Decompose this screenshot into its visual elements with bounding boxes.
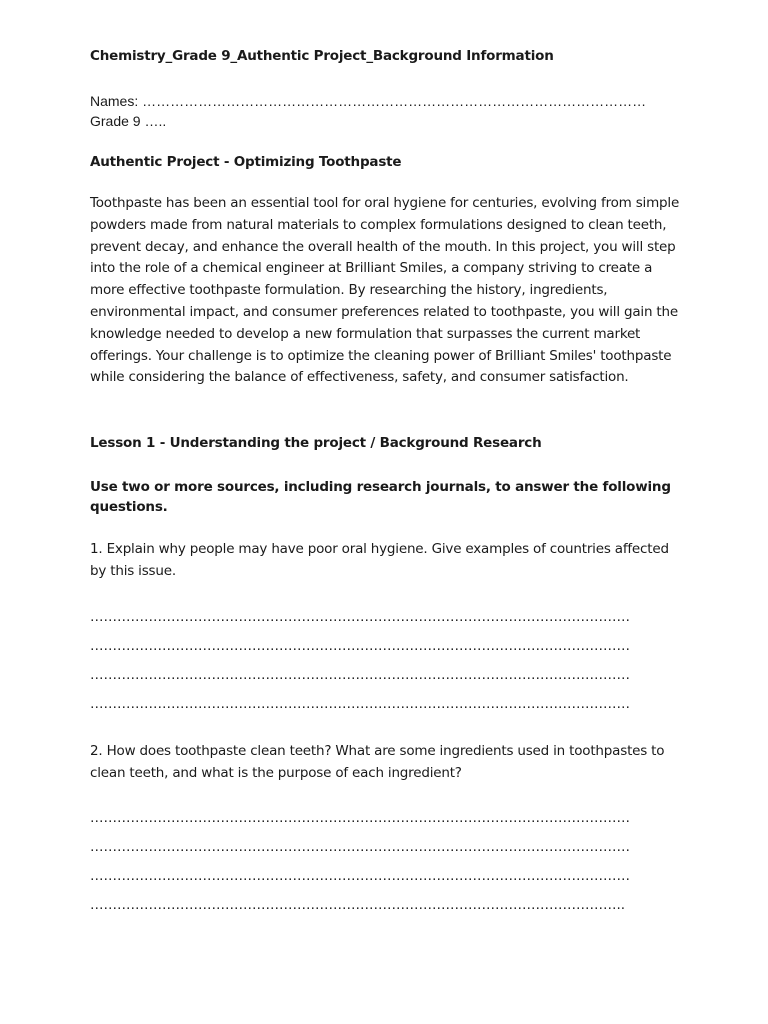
answer-line: ………………………………………………………………………………………………………… [90, 695, 630, 712]
intro-paragraph: Toothpaste has been an essential tool for oral hygiene for centuries, evolving from simple powders made from natural materials to complex formulations designed to clean teeth, prevent decay, and enhance the overall health of the mouth. In this project, you will step into the role of a chemical engineer at Brilliant Smiles, a company striving to create a more effective toothpaste formulation. By researching the history, ingredients, environmental impact, and consumer preferences related to toothpaste, you will gain the knowledge needed to develop a new formulation that surpasses the current market offerings. Your challenge is to optimize the cleaning power of Brilliant Smiles' toothpaste while considering the balance of effectiveness, safety, and consumer satisfaction. [90, 195, 680, 386]
document-page [90, 46, 680, 920]
answer-line: ………………………………………………………………………………………………………… [90, 810, 630, 827]
document-title: Chemistry_Grade 9_Authentic Project_Background Information [90, 48, 554, 64]
answer-lines [90, 603, 680, 719]
answer-line: ………………………………………………………………………………………………………… [90, 666, 630, 683]
answer-lines [90, 804, 680, 920]
question-1 [90, 539, 680, 719]
question-text: 2. How does toothpaste clean teeth? What are some ingredients used in toothpastes to clean teeth, and what is the purpose of each ingredient? [90, 742, 665, 781]
question-text: 1. Explain why people may have poor oral hygiene. Give examples of countries affected by this issue. [90, 541, 669, 579]
grade-field: Grade 9 ….. [90, 113, 167, 129]
answer-line: ………………………………………………………………………………………………………… [90, 839, 630, 856]
question-2 [90, 741, 680, 921]
instruction-text: Use two or more sources, including research journals, to answer the following questions. [90, 479, 671, 516]
answer-line: ……………………………………………………………………………………………………….. [90, 897, 626, 914]
answer-line: ………………………………………………………………………………………………………… [90, 608, 630, 625]
names-field: Names: ……………………………………………………………………………………………… [90, 93, 647, 109]
lesson-heading: Lesson 1 - Understanding the project / Background Research [90, 435, 542, 452]
answer-line: ………………………………………………………………………………………………………… [90, 868, 630, 885]
project-heading: Authentic Project - Optimizing Toothpaste [90, 154, 402, 170]
answer-line: ………………………………………………………………………………………………………… [90, 637, 630, 654]
